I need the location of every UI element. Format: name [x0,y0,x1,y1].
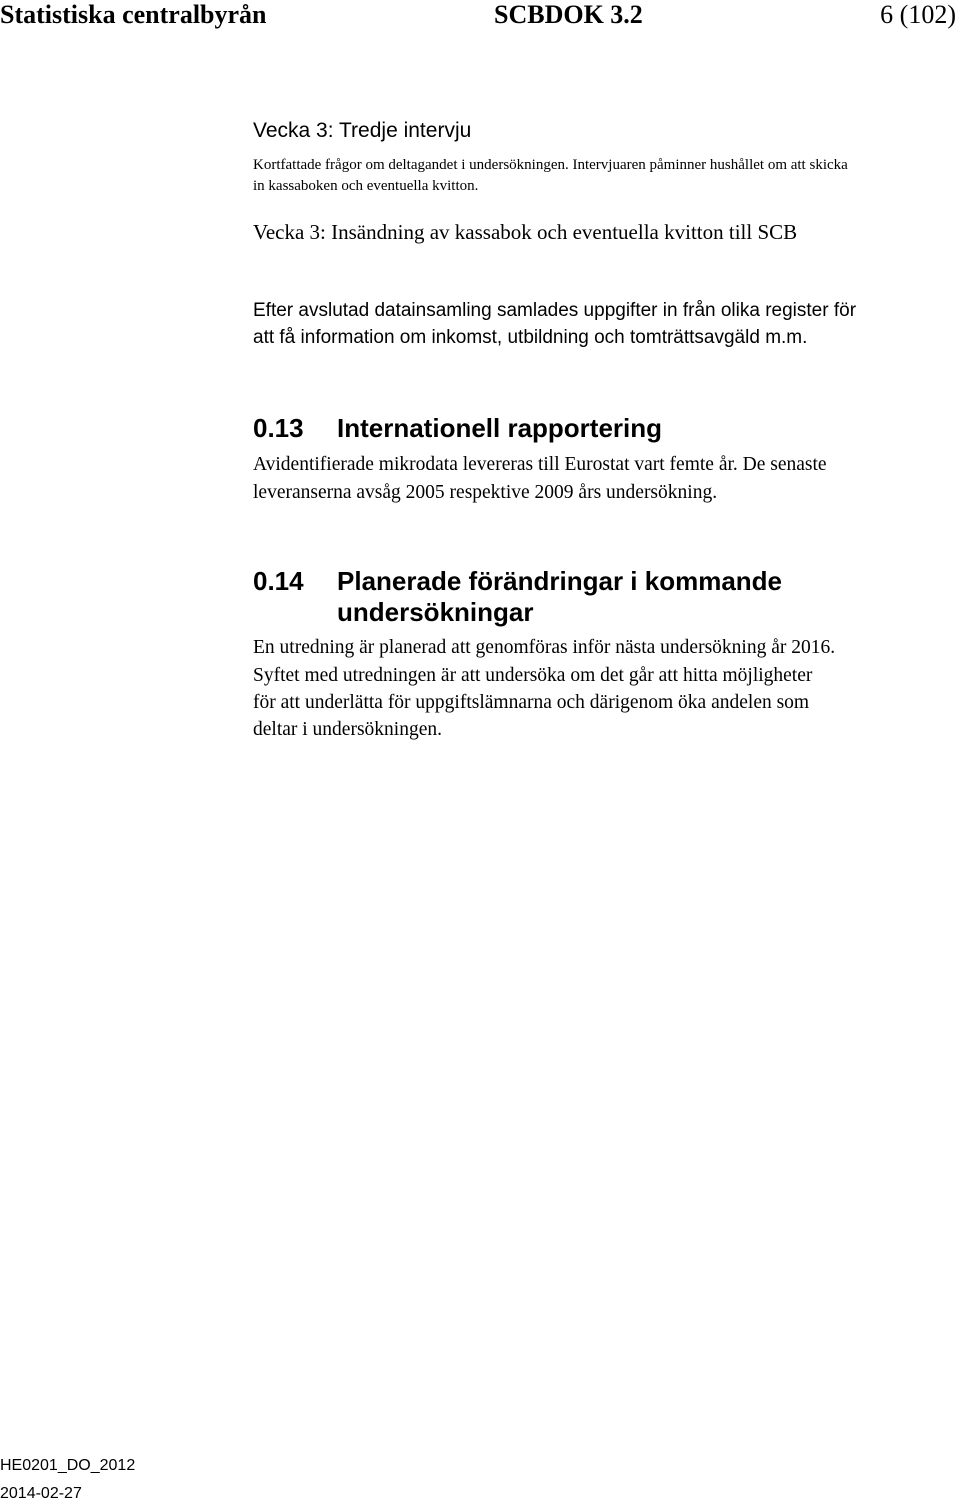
week3-submission-line-1: Efter avslutad datainsamling samlades uppgifter in från olika register för [253,300,857,321]
section-0-13-line-1: Avidentifierade mikrodata levereras till Eurostat vart femte år. De senaste [253,454,827,475]
week3-interview-line-2: in kassaboken och eventuella kvitton. [253,178,479,194]
section-0-14-title-line-1: Planerade förändringar i kommande [337,566,783,596]
section-0-14-title-line-2: undersökningar [337,597,534,627]
section-0-14-line-2: Syftet med utredningen är att undersöka om det går att hitta möjligheter [253,665,813,686]
header-page-number: 6 (102) [880,0,956,29]
header-organization: Statistiska centralbyrån [0,0,267,29]
section-0-14-line-3: för att underlätta för uppgiftslämnarna och därigenom öka andelen som [253,692,810,713]
section-0-13-line-2: leveranserna avsåg 2005 respektive 2009 års undersökning. [253,482,718,503]
section-0-14-number: 0.14 [253,566,304,596]
header-document-id: SCBDOK 3.2 [494,0,643,29]
section-0-14-line-4: deltar i undersökningen. [253,719,442,740]
week3-interview-heading: Vecka 3: Tredje intervju [253,119,472,142]
footer-date: 2014-02-27 [0,1485,82,1502]
section-0-14-line-1: En utredning är planerad att genomföras inför nästa undersökning år 2016. [253,637,836,658]
week3-submission-line-2: att få information om inkomst, utbildning och tomträttsavgäld m.m. [253,327,808,348]
week3-submission-heading: Vecka 3: Insändning av kassabok och eventuella kvitton till SCB [253,220,798,244]
footer-document-code: HE0201_DO_2012 [0,1457,136,1474]
section-0-13-number: 0.13 [253,413,304,443]
section-0-13-title: Internationell rapportering [337,413,663,443]
week3-interview-line-1: Kortfattade frågor om deltagandet i undersökningen. Intervjuaren påminner hushållet om att skicka [253,157,848,173]
